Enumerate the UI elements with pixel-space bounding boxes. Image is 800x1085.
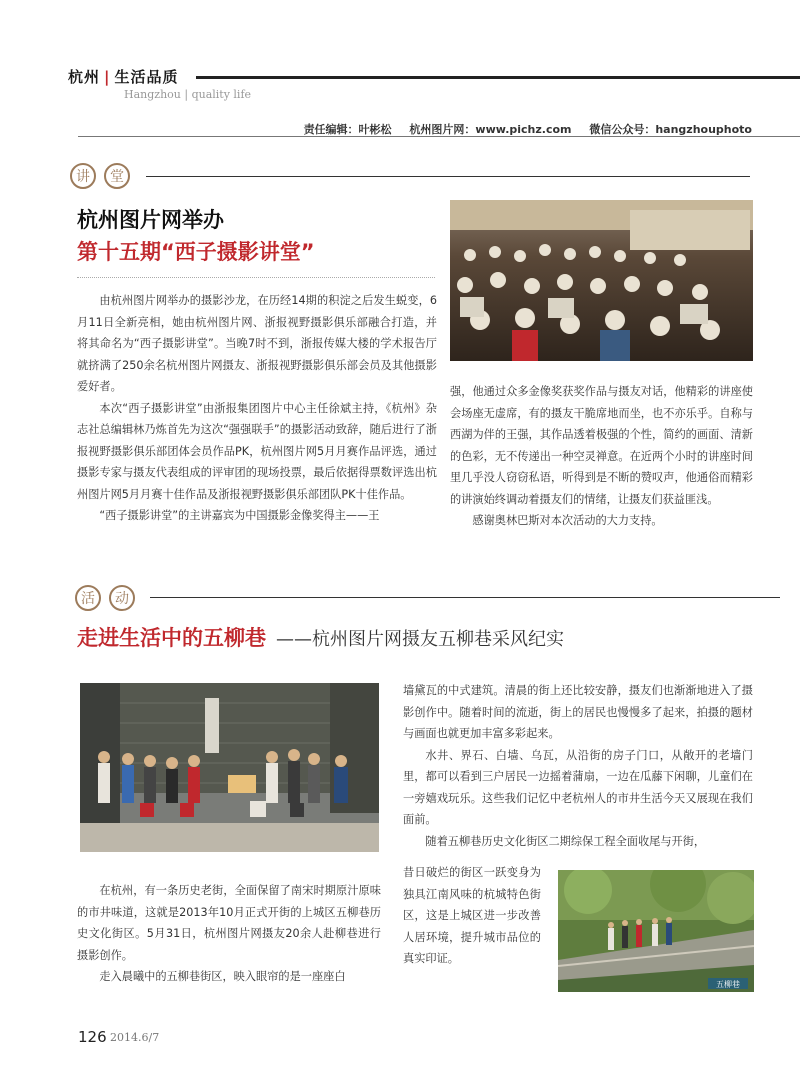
article2-body-right: [403, 680, 753, 852]
paragraph: 随着五柳巷历史文化街区二期综保工程全面收尾与开街，: [425, 834, 706, 848]
article1-title-line2: 第十五期“西子摄影讲堂”: [77, 240, 315, 264]
article2-title: [77, 622, 564, 652]
credit-site[interactable]: 杭州图片网：www.pichz.com: [409, 123, 572, 136]
section-divider: |: [104, 68, 111, 86]
paragraph: “西子摄影讲堂”的主讲嘉宾为中国摄影金像奖得主——王: [99, 509, 380, 522]
title-dotted-rule: [77, 277, 435, 278]
credit-editor: 责任编辑：叶彬松: [303, 123, 392, 136]
paragraph: 在杭州，有一条历史老街，全面保留了南宋时期原汁原味的市井味道，这就是2013年10月正式开街的上城区五柳巷历史文化街区。5月31日，杭州图片网摄友20余人赴柳巷进行摄影创作。: [77, 884, 381, 962]
article2-body-narrow: [403, 862, 541, 970]
section-tag-activity: [75, 585, 143, 611]
section-subtitle-en: Hangzhou | quality life: [124, 88, 252, 101]
tag-char: 讲: [70, 163, 96, 189]
article1-body-left: [77, 290, 437, 527]
section-rule: [150, 597, 780, 598]
article2-main-title: 走进生活中的五柳巷: [77, 626, 266, 650]
header-rule: [196, 76, 800, 79]
issue-date: 2014.6/7: [110, 1031, 160, 1044]
section-rule: [146, 176, 750, 177]
street-canal-photo: [558, 870, 754, 992]
article2-body-left: [77, 880, 381, 988]
section-tag-lecture: [70, 163, 138, 189]
paragraph: 本次“西子摄影讲堂”由浙报集团图片中心主任徐斌主持，《杭州》杂志社总编辑林乃炼首先为这次“强强联手”的摄影活动致辞，随后进行了浙报视野摄影俱乐部团体会员作品PK，杭州图片网5月月赛作品评选，通过摄影专家与摄友代表组成的评审团的现场投票，最后依据得票数评选出杭州图片网5月月赛十佳作品及浙报视野摄影俱乐部团队PK十佳作品。: [77, 401, 437, 501]
paragraph: 墙黛瓦的中式建筑。清晨的街上还比较安静，摄友们也渐渐地进入了摄影创作中。随着时间的流逝，街上的居民也慢慢多了起来，拍摄的题材与画面也就更加丰富多彩起来。: [403, 684, 753, 740]
credit-rule: [78, 136, 800, 137]
paragraph: 强，他通过众多金像奖获奖作品与摄友对话，他精彩的讲座使会场座无虚席，有的摄友干脆席地而坐，也不亦乐乎。自称与西湖为伴的王强，其作品透着极强的个性，简约的画面、清新的色彩，无不传递出一种空灵禅意。在近两个小时的讲座时间里几乎没人窃窃私语，听得到是不断的赞叹声，他通俗而精彩的讲演始终调动着摄友们的情绪，让摄友们获益匪浅。: [450, 385, 753, 506]
tag-char: 活: [75, 585, 101, 611]
photo-banner-text: 五柳巷: [716, 980, 740, 989]
tag-char: 堂: [104, 163, 130, 189]
paragraph: 走入晨曦中的五柳巷街区，映入眼帘的是一座座白: [99, 970, 346, 983]
article1-title-line1: 杭州图片网举办: [77, 208, 224, 232]
article1-body-right: [450, 381, 753, 532]
lecture-audience-photo: [450, 200, 753, 361]
section-title: 杭州 | 生活品质: [68, 68, 179, 86]
tag-char: 动: [109, 585, 135, 611]
paragraph: 水井、界石、白墙、乌瓦，从沿街的房子门口，从敞开的老墙门里，都可以看到三户居民一边摇着蒲扇，一边在瓜藤下闲聊，儿童们在一旁嬉戏玩乐。这些我们记忆中老杭州人的市井生活今天又展现在我们面前。: [403, 748, 753, 826]
credit-wechat: 微信公众号：hangzhouphoto: [589, 123, 752, 136]
paragraph: 由杭州图片网举办的摄影沙龙，在历经14期的积淀之后发生蜕变，6月11日全新亮相，她由杭州图片网、浙报视野摄影俱乐部融合打造，并将其命名为“西子摄影讲堂”。当晚7时不到，浙报传媒大楼的学术报告厅就挤满了250余名杭州图片网摄友、浙报视野摄影俱乐部会员及其他摄影爱好者。: [77, 294, 437, 393]
paragraph: 昔日破烂的街区一跃变身为独具江南风味的杭城特色街区，这是上城区进一步改善人居环境，提升城市品位的真实印证。: [403, 866, 541, 965]
page-number: 126: [78, 1028, 107, 1046]
article2-subtitle: ——杭州图片网摄友五柳巷采风纪实: [276, 629, 564, 650]
group-photo-city-wall: [80, 683, 379, 852]
paragraph: 感谢奥林巴斯对本次活动的大力支持。: [472, 514, 663, 527]
credits: [290, 121, 752, 137]
